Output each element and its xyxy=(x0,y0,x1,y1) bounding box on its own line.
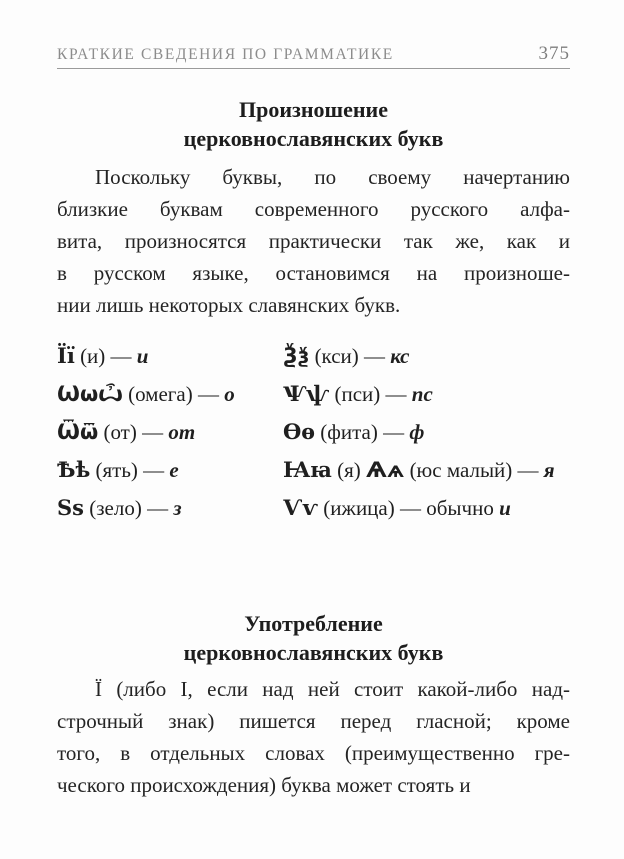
usage-paragraph xyxy=(57,673,570,801)
heading-line-1: Употребление xyxy=(244,611,383,636)
letter-table-left-column xyxy=(57,337,283,527)
letter-row: Ѵѵ (ижица) — обычно и xyxy=(283,495,511,520)
letter-name: (юс малый) xyxy=(409,458,513,482)
slavonic-letters: Ѳѳ xyxy=(283,419,315,444)
pronunciation: я xyxy=(543,458,555,482)
letter-row: Ѕѕ (зело) — з xyxy=(57,495,182,520)
letter-row: Ѱѱ (пси) — пс xyxy=(283,381,433,406)
text-line: нии лишь некоторых славянских букв. xyxy=(57,293,401,317)
pronunciation: от xyxy=(168,420,196,444)
text-line: в русском языке, остановимся на произноше- xyxy=(57,261,570,285)
text-line: того, в отдельных словах (преимущественно гре- xyxy=(57,741,570,765)
slavonic-letters: Ѱѱ xyxy=(283,381,330,406)
slavonic-letters: Ѿѿ xyxy=(57,419,99,444)
pronunciation-heading xyxy=(57,95,570,153)
usage-heading xyxy=(57,609,570,667)
slavonic-letters: Ѵѵ xyxy=(283,495,318,520)
pronunciation: з xyxy=(173,496,182,520)
letter-name: (пси) xyxy=(334,382,381,406)
pronunciation-prefix: обычно xyxy=(426,496,494,520)
heading-line-1: Произношение xyxy=(239,97,388,122)
pronunciation: о xyxy=(224,382,235,406)
heading-line-2: церковнославянских букв xyxy=(183,640,444,665)
letter-row: Ѿѿ (от) — от xyxy=(57,419,196,444)
letter-name: (от) xyxy=(103,420,137,444)
slavonic-letters: Ѕѕ xyxy=(57,495,84,520)
text-line: вита, произносятся практически так же, как и xyxy=(57,229,570,253)
text-line: близкие буквам современного русского алфа- xyxy=(57,197,570,221)
text-line: ческого происхождения) буква может стоять и xyxy=(57,773,471,797)
letter-row: Ѯѯ (кси) — кс xyxy=(283,343,410,368)
pronunciation: пс xyxy=(411,382,433,406)
text-line: Ї (либо І, если над ней стоит какой-либо над- xyxy=(95,677,570,701)
letter-row: Ѣѣ (ять) — е xyxy=(57,457,179,482)
letter-name: (кси) xyxy=(314,344,359,368)
running-header xyxy=(57,44,570,65)
letter-name: (ижица) xyxy=(323,496,395,520)
slavonic-letters: Ꙗꙗ xyxy=(283,457,332,482)
pronunciation: е xyxy=(169,458,179,482)
pronunciation: и xyxy=(136,344,149,368)
text-line: строчный знак) пишется перед гласной; кроме xyxy=(57,709,570,733)
slavonic-letters: Ѣѣ xyxy=(57,457,91,482)
header-title: КРАТКИЕ СВЕДЕНИЯ ПО ГРАММАТИКЕ xyxy=(57,46,394,63)
slavonic-letters: Ѯѯ xyxy=(283,343,310,368)
heading-line-2: церковнославянских букв xyxy=(183,126,444,151)
letter-table-right-column xyxy=(283,337,570,527)
letter-row: Ѡѡѽ (омега) — о xyxy=(57,381,235,406)
letter-row: Ѳѳ (фита) — ф xyxy=(283,419,425,444)
slavonic-letters: Ѧѧ xyxy=(366,457,405,482)
letter-name: (фита) xyxy=(320,420,378,444)
letter-name: (зело) xyxy=(89,496,142,520)
letter-row: Ꙗꙗ (я) Ѧѧ (юс малый) — я xyxy=(283,457,555,482)
letter-name: (я) xyxy=(337,458,361,482)
text-line: Поскольку буквы, по своему начертанию xyxy=(95,165,570,189)
page-number: 375 xyxy=(538,43,570,64)
pronunciation: кс xyxy=(390,344,410,368)
slavonic-letters: Її xyxy=(57,343,75,368)
header-divider xyxy=(57,68,570,69)
slavonic-letters: Ѡѡѽ xyxy=(57,381,123,406)
pronunciation: и xyxy=(499,496,511,520)
letter-name: (омега) xyxy=(128,382,193,406)
letter-row: Її (и) — и xyxy=(57,343,149,368)
pronunciation-paragraph xyxy=(57,161,570,321)
pronunciation: ф xyxy=(409,420,425,444)
letter-name: (ять) xyxy=(95,458,138,482)
letter-table xyxy=(57,337,570,527)
letter-name: (и) xyxy=(80,344,106,368)
